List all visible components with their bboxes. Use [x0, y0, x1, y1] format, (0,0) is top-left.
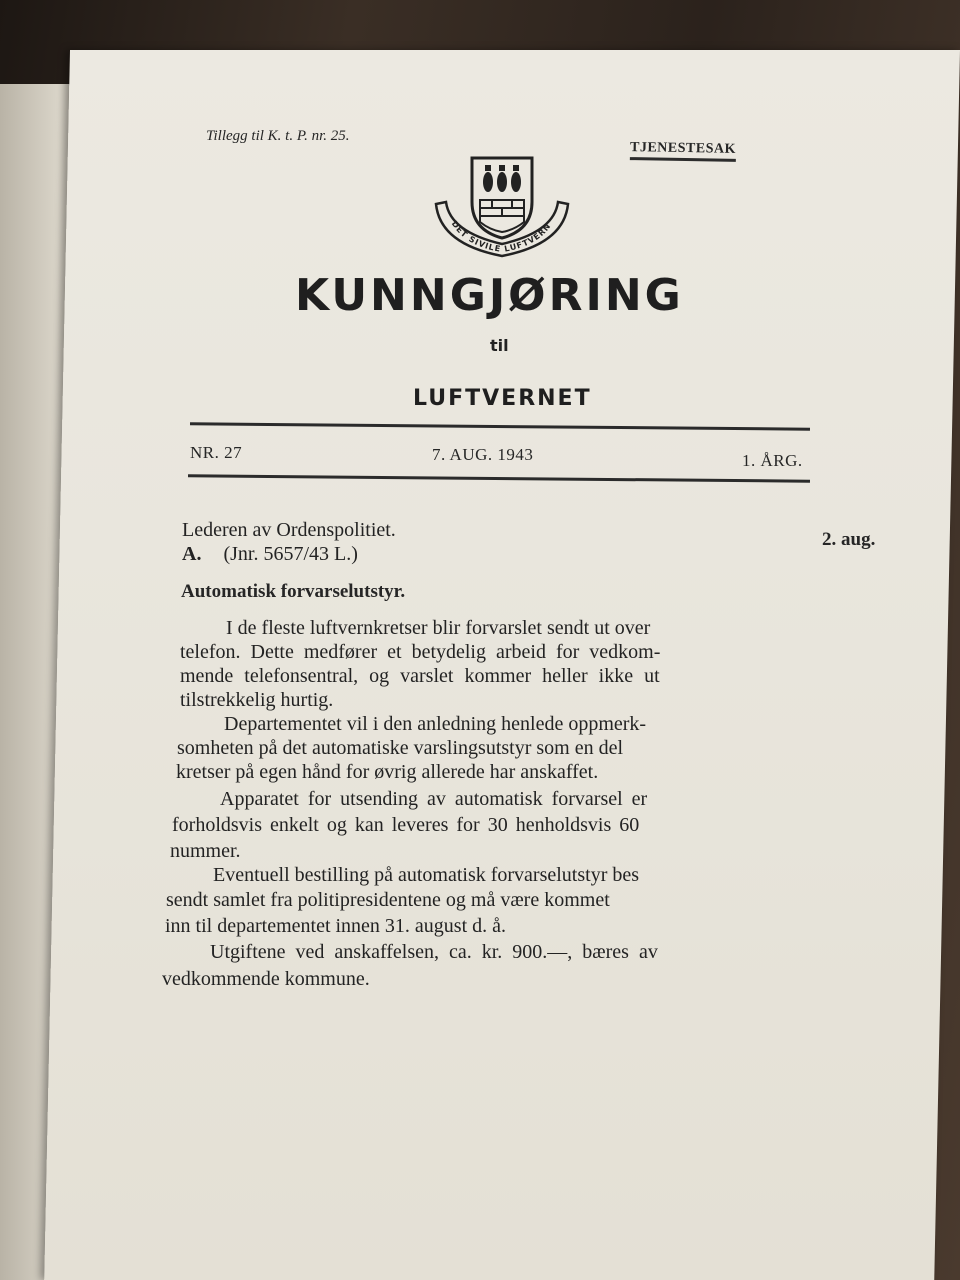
paragraph-line: sendt samlet fra politipresidentene og må være kommet — [166, 889, 610, 911]
issue-number: NR. 27 — [190, 443, 243, 462]
paragraph-line: nummer. — [170, 840, 241, 862]
supplement-reference: Tillegg til K. t. P. nr. 25. — [206, 128, 350, 144]
notice-title: Automatisk forvarselutstyr. — [181, 581, 406, 602]
paragraph-line: telefon. Dette medfører et betydelig arbeid for vedkom- — [180, 641, 661, 663]
paragraph-line: somheten på det automatiske varslingsutstyr som en del — [177, 737, 624, 759]
coat-of-arms-icon — [430, 152, 574, 268]
issue-date: 7. AUG. 1943 — [432, 445, 534, 464]
paragraph-line: mende telefonsentral, og varslet kommer heller ikke ut — [180, 665, 660, 687]
title-connector: til — [490, 336, 509, 355]
page-title: KUNNGJØRING — [295, 270, 684, 321]
notice-sender: Lederen av Ordenspolitiet. — [182, 519, 396, 541]
paragraph-line: kretser på egen hånd for øvrig allerede har anskaffet. — [176, 761, 599, 783]
paragraph-line: Eventuell bestilling på automatisk forvarselutstyr bes — [213, 864, 640, 886]
paragraph-line: tilstrekkelig hurtig. — [180, 689, 334, 711]
journal-number: (Jnr. 5657/43 L.) — [223, 543, 358, 565]
paragraph-line: Departementet vil i den anledning henlede oppmerk- — [224, 713, 647, 735]
journal-letter: A. — [182, 543, 202, 565]
paragraph-line: forholdsvis enkelt og kan leveres for 30 henholdsvis 60 — [172, 814, 640, 836]
issue-year: 1. ÅRG. — [742, 451, 803, 470]
paragraph-line: I de fleste luftvernkretser blir forvarslet sendt ut over — [226, 617, 651, 639]
paragraph-line: vedkommende kommune. — [162, 968, 370, 990]
journal-reference — [182, 543, 358, 566]
notice-date: 2. aug. — [822, 529, 876, 550]
emblem-ribbon-text: DET SIVILE LUFTVERN — [449, 219, 553, 255]
classification-label: TJENESTESAK — [630, 140, 736, 162]
paragraph-line: Utgiftene ved anskaffelsen, ca. kr. 900.—, bæres av — [210, 941, 658, 963]
paragraph-line: inn til departementet innen 31. august d. å. — [165, 915, 507, 937]
paragraph-line: Apparatet for utsending av automatisk forvarsel er — [220, 788, 648, 810]
page-subtitle: LUFTVERNET — [413, 386, 592, 411]
